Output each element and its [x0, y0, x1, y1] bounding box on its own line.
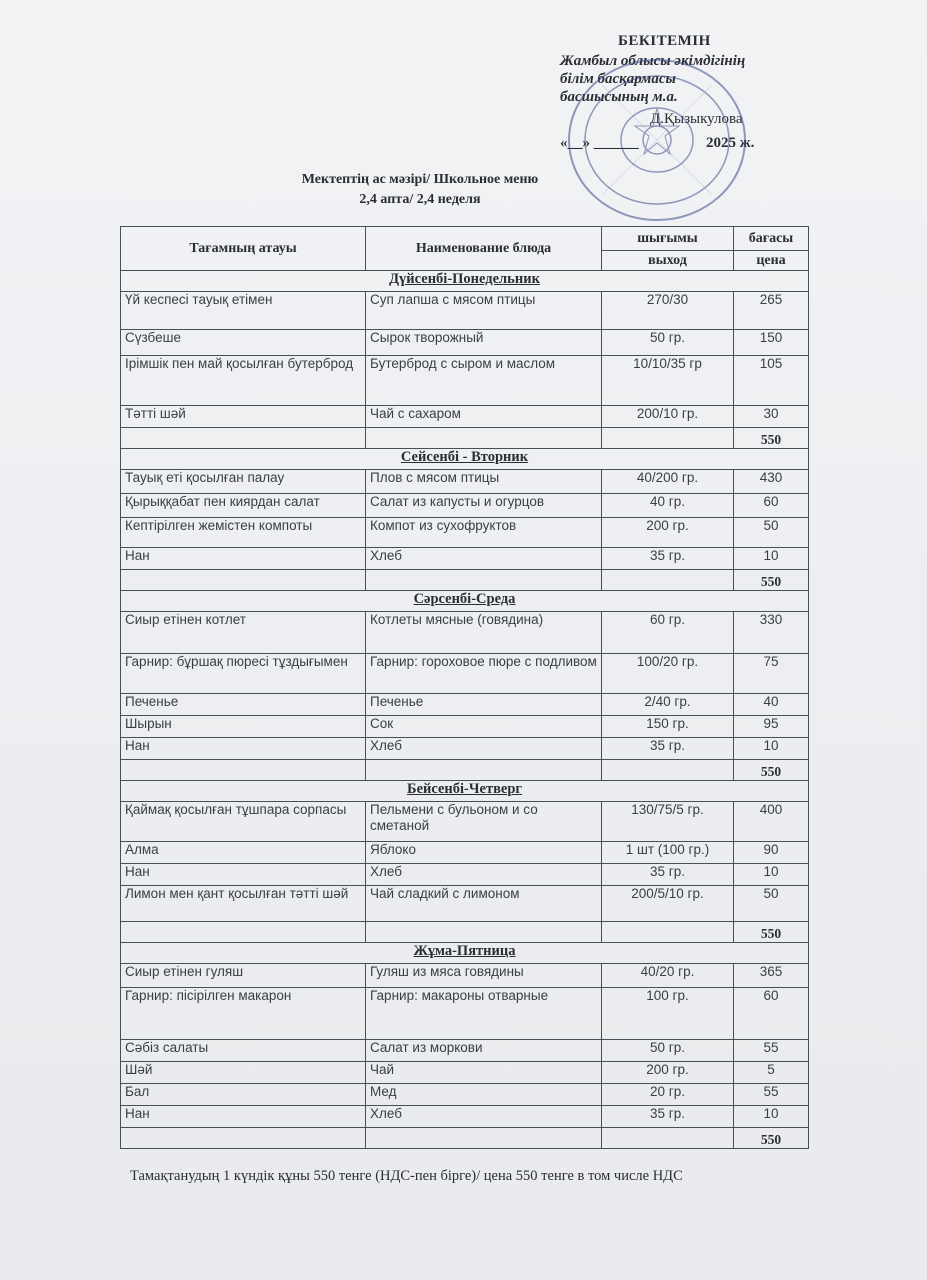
dish-name-ru: Гуляш из мяса говядины: [366, 964, 602, 988]
total-empty-cell: [366, 428, 602, 449]
dish-price: 75: [734, 654, 809, 694]
menu-item-row: [121, 494, 809, 518]
dish-price: 150: [734, 330, 809, 356]
dish-name-ru: Гарнир: гороховое пюре с подливом: [366, 654, 602, 694]
dish-price: 50: [734, 518, 809, 548]
dish-name-kz: Қырыққабат пен киярдан салат: [121, 494, 366, 518]
dish-name-kz: Сүзбеше: [121, 330, 366, 356]
dish-name-ru: Суп лапша с мясом птицы: [366, 292, 602, 330]
header-ru-name: Наименование блюда: [366, 227, 602, 271]
day-total-price: 550: [734, 428, 809, 449]
dish-name-ru: Гарнир: макароны отварные: [366, 988, 602, 1040]
header-output-kz: шығымы: [602, 227, 734, 251]
menu-item-row: [121, 694, 809, 716]
dish-price: 90: [734, 842, 809, 864]
dish-name-kz: Шырын: [121, 716, 366, 738]
total-empty-cell: [602, 1128, 734, 1149]
menu-item-row: [121, 842, 809, 864]
approval-line-1: Жамбыл облысы әкімдігінің: [560, 53, 746, 69]
dish-name-kz: Сиыр етінен котлет: [121, 612, 366, 654]
table-header-row-1: [121, 227, 809, 251]
dish-name-ru: Хлеб: [366, 1106, 602, 1128]
day-name: Бейсенбі-Четверг: [406, 781, 522, 797]
day-total-row: [121, 570, 809, 591]
dish-name-kz: Нан: [121, 1106, 366, 1128]
menu-item-row: [121, 330, 809, 356]
dish-name-ru: Плов с мясом птицы: [366, 470, 602, 494]
menu-item-row: [121, 1084, 809, 1106]
dish-output: 2/40 гр.: [602, 694, 734, 716]
day-total-price: 550: [734, 760, 809, 781]
dish-price: 55: [734, 1084, 809, 1106]
dish-name-ru: Хлеб: [366, 864, 602, 886]
dish-name-ru: Пельмени с бульоном и со сметаной: [366, 802, 602, 842]
dish-name-kz: Нан: [121, 864, 366, 886]
menu-item-row: [121, 612, 809, 654]
approval-year: 2025 ж.: [706, 135, 755, 151]
dish-name-ru: Компот из сухофруктов: [366, 518, 602, 548]
day-header-cell: [121, 781, 809, 802]
menu-item-row: [121, 518, 809, 548]
menu-item-row: [121, 292, 809, 330]
dish-output: 35 гр.: [602, 864, 734, 886]
official-seal-stamp: [562, 55, 755, 225]
dish-name-ru: Бутерброд с сыром и маслом: [366, 356, 602, 406]
day-total-row: [121, 760, 809, 781]
dish-output: 100/20 гр.: [602, 654, 734, 694]
dish-name-kz: Лимон мен қант қосылған тәтті шәй: [121, 886, 366, 922]
dish-output: 50 гр.: [602, 1040, 734, 1062]
dish-name-kz: Шәй: [121, 1062, 366, 1084]
total-empty-cell: [121, 570, 366, 591]
dish-price: 5: [734, 1062, 809, 1084]
dish-name-ru: Сырок творожный: [366, 330, 602, 356]
day-name: Дүйсенбі-Понедельник: [389, 271, 540, 287]
dish-price: 430: [734, 470, 809, 494]
approval-date-blank: «__» ______: [560, 135, 639, 151]
day-header-cell: [121, 449, 809, 470]
day-header-cell: [121, 271, 809, 292]
day-total-row: [121, 428, 809, 449]
dish-name-kz: Қаймақ қосылған тұшпара сорпасы: [121, 802, 366, 842]
dish-name-kz: Алма: [121, 842, 366, 864]
heading-title: Мектептің ас мәзірі/ Школьное меню: [301, 172, 539, 187]
day-header-cell: [121, 943, 809, 964]
day-header-row: [121, 943, 809, 964]
dish-output: 10/10/35 гр: [602, 356, 734, 406]
menu-item-row: [121, 886, 809, 922]
total-empty-cell: [366, 570, 602, 591]
dish-name-ru: Чай с сахаром: [366, 406, 602, 428]
footer-note: Тамақтанудың 1 күндік құны 550 тенге (НДС-пен бірге)/ цена 550 тенге в том числе НДС: [130, 1168, 683, 1184]
total-empty-cell: [366, 760, 602, 781]
day-header-row: [121, 449, 809, 470]
dish-output: 50 гр.: [602, 330, 734, 356]
menu-item-row: [121, 654, 809, 694]
dish-name-ru: Яблоко: [366, 842, 602, 864]
dish-output: 100 гр.: [602, 988, 734, 1040]
dish-price: 10: [734, 548, 809, 570]
dish-price: 55: [734, 1040, 809, 1062]
dish-output: 200 гр.: [602, 1062, 734, 1084]
day-name: Жұма-Пятница: [413, 943, 516, 959]
dish-name-ru: Чай сладкий с лимоном: [366, 886, 602, 922]
total-empty-cell: [602, 922, 734, 943]
page-heading: [250, 170, 590, 210]
dish-price: 30: [734, 406, 809, 428]
dish-name-kz: Үй кеспесі тауық етімен: [121, 292, 366, 330]
dish-price: 40: [734, 694, 809, 716]
day-total-price: 550: [734, 922, 809, 943]
dish-name-kz: Тәтті шәй: [121, 406, 366, 428]
dish-price: 60: [734, 494, 809, 518]
dish-price: 50: [734, 886, 809, 922]
dish-output: 150 гр.: [602, 716, 734, 738]
menu-item-row: [121, 864, 809, 886]
dish-name-kz: Нан: [121, 548, 366, 570]
menu-item-row: [121, 406, 809, 428]
approval-line-3: басшысының м.а.: [560, 89, 678, 105]
dish-output: 200 гр.: [602, 518, 734, 548]
total-empty-cell: [121, 922, 366, 943]
dish-price: 10: [734, 1106, 809, 1128]
approval-title: БЕКІТЕМІН: [618, 33, 711, 49]
menu-item-row: [121, 1106, 809, 1128]
dish-name-ru: Салат из моркови: [366, 1040, 602, 1062]
dish-output: 200/5/10 гр.: [602, 886, 734, 922]
dish-output: 40/20 гр.: [602, 964, 734, 988]
header-price-ru: цена: [734, 251, 809, 271]
day-total-row: [121, 1128, 809, 1149]
dish-name-ru: Печенье: [366, 694, 602, 716]
menu-item-row: [121, 470, 809, 494]
day-header-row: [121, 271, 809, 292]
dish-output: 20 гр.: [602, 1084, 734, 1106]
dish-price: 400: [734, 802, 809, 842]
dish-output: 200/10 гр.: [602, 406, 734, 428]
menu-item-row: [121, 802, 809, 842]
dish-output: 60 гр.: [602, 612, 734, 654]
total-empty-cell: [121, 428, 366, 449]
day-header-cell: [121, 591, 809, 612]
dish-price: 60: [734, 988, 809, 1040]
day-name: Сейсенбі - Вторник: [400, 449, 529, 465]
dish-price: 95: [734, 716, 809, 738]
approval-line-2: білім басқармасы: [560, 71, 676, 87]
dish-output: 35 гр.: [602, 548, 734, 570]
header-price-kz: бағасы: [734, 227, 809, 251]
day-header-row: [121, 781, 809, 802]
approval-signer: Д.Қызыкулова: [650, 111, 743, 127]
dish-price: 265: [734, 292, 809, 330]
dish-name-kz: Сәбіз салаты: [121, 1040, 366, 1062]
dish-name-kz: Ірімшік пен май қосылған бутерброд: [121, 356, 366, 406]
total-empty-cell: [602, 428, 734, 449]
dish-price: 365: [734, 964, 809, 988]
dish-name-kz: Печенье: [121, 694, 366, 716]
dish-name-kz: Кептірілген жемістен компоты: [121, 518, 366, 548]
dish-output: 35 гр.: [602, 1106, 734, 1128]
dish-name-ru: Хлеб: [366, 738, 602, 760]
dish-name-ru: Салат из капусты и огурцов: [366, 494, 602, 518]
day-name: Сәрсенбі-Среда: [413, 591, 516, 607]
dish-output: 40 гр.: [602, 494, 734, 518]
menu-item-row: [121, 738, 809, 760]
dish-name-kz: Сиыр етінен гуляш: [121, 964, 366, 988]
day-total-row: [121, 922, 809, 943]
dish-output: 130/75/5 гр.: [602, 802, 734, 842]
menu-item-row: [121, 1040, 809, 1062]
dish-output: 35 гр.: [602, 738, 734, 760]
menu-item-row: [121, 716, 809, 738]
total-empty-cell: [602, 760, 734, 781]
dish-output: 1 шт (100 гр.): [602, 842, 734, 864]
header-output-ru: выход: [602, 251, 734, 271]
total-empty-cell: [121, 1128, 366, 1149]
dish-name-ru: Котлеты мясные (говядина): [366, 612, 602, 654]
dish-name-kz: Тауық еті қосылған палау: [121, 470, 366, 494]
menu-item-row: [121, 964, 809, 988]
dish-price: 105: [734, 356, 809, 406]
day-header-row: [121, 591, 809, 612]
header-kz-name: Тағамның атауы: [121, 227, 366, 271]
dish-output: 270/30: [602, 292, 734, 330]
dish-price: 10: [734, 738, 809, 760]
dish-name-ru: Хлеб: [366, 548, 602, 570]
menu-item-row: [121, 548, 809, 570]
total-empty-cell: [366, 1128, 602, 1149]
dish-name-kz: Гарнир: пісірілген макарон: [121, 988, 366, 1040]
dish-price: 10: [734, 864, 809, 886]
total-empty-cell: [121, 760, 366, 781]
menu-item-row: [121, 988, 809, 1040]
day-total-price: 550: [734, 1128, 809, 1149]
dish-name-kz: Нан: [121, 738, 366, 760]
dish-name-ru: Сок: [366, 716, 602, 738]
menu-item-row: [121, 356, 809, 406]
dish-name-kz: Гарнир: бұршақ пюресі тұздығымен: [121, 654, 366, 694]
total-empty-cell: [366, 922, 602, 943]
dish-name-ru: Чай: [366, 1062, 602, 1084]
dish-name-kz: Бал: [121, 1084, 366, 1106]
heading-week: 2,4 апта/ 2,4 неделя: [359, 192, 481, 207]
total-empty-cell: [602, 570, 734, 591]
menu-table: [120, 226, 809, 1149]
dish-price: 330: [734, 612, 809, 654]
day-total-price: 550: [734, 570, 809, 591]
dish-name-ru: Мед: [366, 1084, 602, 1106]
menu-item-row: [121, 1062, 809, 1084]
dish-output: 40/200 гр.: [602, 470, 734, 494]
